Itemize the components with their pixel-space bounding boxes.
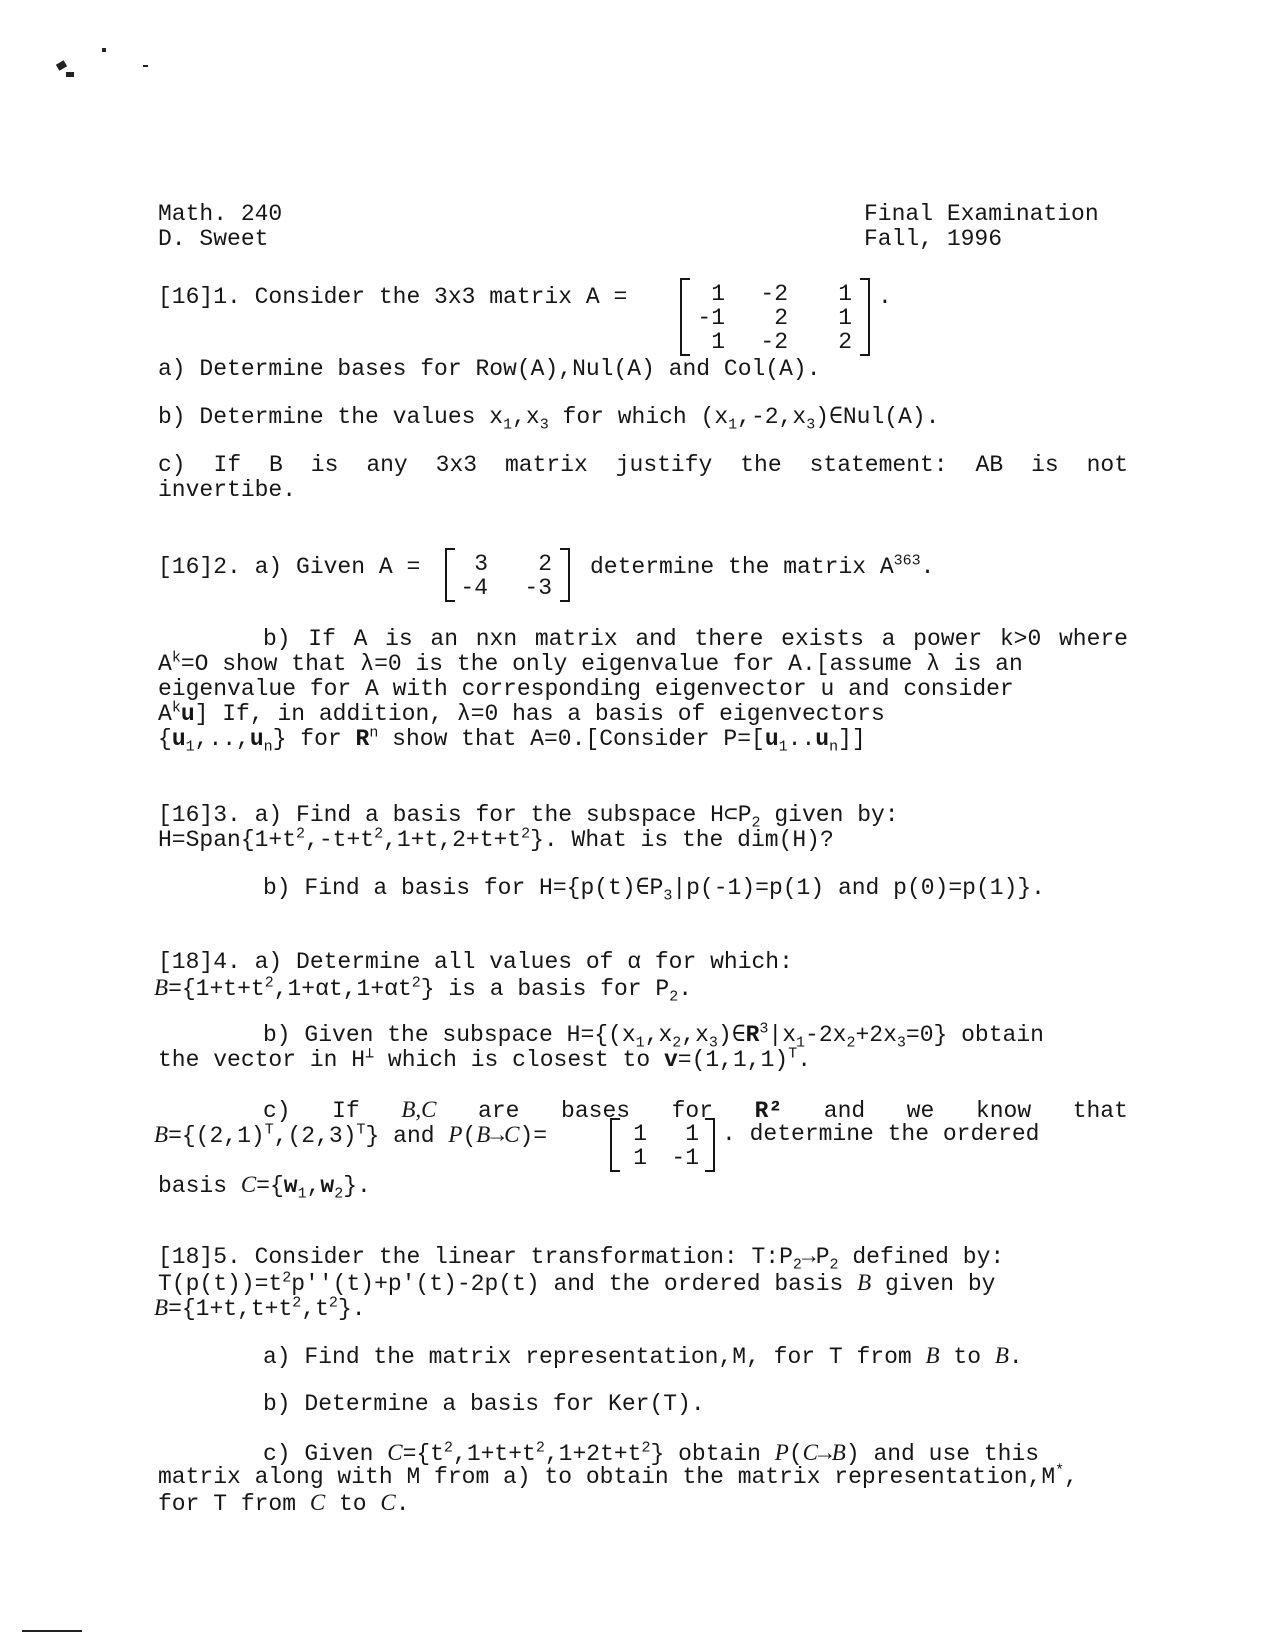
- q4a-line1: [18]4. a) Determine all values of α for which:: [158, 949, 793, 975]
- q3a-line1-tail: given by:: [774, 802, 899, 828]
- left-bracket: [610, 1118, 620, 1172]
- q3a-line1-text: [16]3. a) Find a basis for the subspace H⊂P: [158, 802, 752, 828]
- left-bracket: [445, 548, 455, 602]
- q3a-line2: $H=Span\{1+t^2,-t+t^2,1+t,2+t+t^2\}$. What is the dim(H)?: [158, 825, 834, 853]
- q5a: a) Find the matrix representation,M, for T from B to B.: [263, 1343, 1023, 1370]
- q5-line3: $B=\{1+t,t+t^2,t^2\}$.: [154, 1294, 366, 1322]
- matrix-cell: 2: [538, 551, 552, 577]
- q2-matrix: [445, 548, 570, 602]
- q5-line2-end: given by: [885, 1271, 996, 1297]
- q2b-line2-text: show that λ=0 is the only eigenvalue for A.[assume λ is an: [222, 651, 1023, 677]
- matrix-cell: -4: [460, 575, 488, 601]
- q5c-line1-tail: and use this: [873, 1441, 1040, 1467]
- q3b-text: b) Find a basis for H={p(t)∈P: [263, 875, 664, 901]
- scan-speck: [102, 48, 106, 52]
- word: R²: [754, 1098, 783, 1124]
- word: If: [332, 1098, 360, 1124]
- q4a-line2-tail: is a basis for P: [448, 976, 670, 1002]
- q3a-line2-text: H=Span{1+t: [158, 827, 297, 853]
- matrix-cell: -1: [671, 1145, 699, 1171]
- q5c-line1: c) Given $C=\{t^2,1+t+t^2,1+2t+t^2\}$ obtain P(C→B) and use this: [263, 1439, 1040, 1467]
- word: c): [263, 1098, 291, 1124]
- matrix-cell: 1: [633, 1145, 647, 1171]
- q4c-and: and: [393, 1123, 435, 1149]
- q4b-line1-text: b) Given the subspace H={(x: [263, 1022, 636, 1048]
- q5c-line2-text: matrix along with M from a) to obtain the matrix representation,M: [158, 1464, 1056, 1490]
- q1b: b) Determine the values $x_1,x_3$ for which $(x_1,-2,x_3)\in Nul(A)$.: [158, 404, 940, 434]
- q3a-line1: [16]3. a) Find a basis for the subspace $H\subset P_2$ given by:: [158, 802, 899, 832]
- q5a-text: a) Find the matrix representation,M, for T from: [263, 1344, 912, 1370]
- q5-line1: [18]5. Consider the linear transformation: $T:P_2\to P_2$ defined by:: [158, 1244, 1005, 1274]
- q1c-line2: invertibe.: [158, 477, 297, 503]
- matrix-cell: -3: [524, 575, 552, 601]
- q5c-line3-text: for T from: [158, 1491, 297, 1517]
- matrix-cell: 2: [838, 329, 852, 355]
- word: we: [906, 1098, 935, 1124]
- q1-intro: [16]1. Consider the 3x3 matrix A =: [158, 284, 628, 310]
- left-bracket: [680, 278, 690, 356]
- q5-line1-tail: defined by:: [852, 1244, 1005, 1270]
- q4b-line2-text: the vector in H: [158, 1047, 366, 1073]
- q1b-post: ∈Nul(A).: [829, 404, 940, 430]
- q3b-tail: |p(-1)=p(1) and p(0)=p(1)}.: [672, 875, 1045, 901]
- right-bracket: [860, 278, 870, 356]
- scan-speck: [66, 72, 74, 77]
- matrix-cell: -1: [697, 305, 725, 331]
- word: bases: [561, 1098, 631, 1124]
- q3b: b) Find a basis for $H=\{p(t)\in P_3|p(-1)=p(1)$ and p(0)=p(1)}.: [263, 875, 1045, 905]
- q4b-line2-tail: which is closest to: [387, 1047, 651, 1073]
- q5b: b) Determine a basis for Ker(T).: [263, 1391, 705, 1417]
- q2b-line5-text: show that A=0.[Consider P=[: [392, 726, 765, 752]
- q5c-line3: for T from C to C.: [158, 1490, 410, 1517]
- q5c-obtain: obtain: [678, 1441, 761, 1467]
- matrix-cell: 1: [838, 281, 852, 307]
- q4c-line2: $B=\{(2,1)^T,(2,3)^T\}$ and P(B→C)=: [154, 1121, 548, 1149]
- q2b-line4-text: ] If, in addition, λ=0 has a basis of eigenvectors: [194, 701, 885, 727]
- exam-title: Final Examination: [864, 201, 1099, 227]
- matrix-cell: 1: [633, 1121, 647, 1147]
- word: know: [975, 1098, 1032, 1124]
- matrix-cell: 1: [711, 329, 725, 355]
- q2a-tail: determine the matrix $A^{363}$.: [590, 552, 935, 580]
- q4b-line2: the vector in H⊥ which is closest to $v=(1,1,1)^T$.: [158, 1045, 812, 1073]
- matrix-cell: -2: [760, 281, 788, 307]
- matrix-cell: -2: [760, 329, 788, 355]
- q4b-line1-tail: =0} obtain: [905, 1022, 1044, 1048]
- q5c-line1-text: c) Given: [263, 1441, 374, 1467]
- instructor-label: D. Sweet: [158, 226, 269, 252]
- q4c-line2-tail: . determine the ordered: [722, 1121, 1040, 1147]
- q1c-line1: c) If B is any 3x3 matrix justify the statement: AB is not: [158, 452, 1128, 478]
- word: B,C: [401, 1097, 437, 1122]
- q2a-tail-text: determine the matrix A: [590, 554, 894, 580]
- q2b-line3: eigenvalue for A with corresponding eigenvector u and consider: [158, 676, 1014, 702]
- q2b-line4: $A^ku$] If, in addition, λ=0 has a basis of eigenvectors: [158, 699, 885, 727]
- matrix-cell: 2: [774, 305, 788, 331]
- scan-rule: [22, 1630, 82, 1632]
- q1-matrix: [680, 278, 870, 356]
- q1b-pre: b) Determine the values x: [158, 404, 504, 430]
- q2-intro: [16]2. a) Given A =: [158, 554, 421, 580]
- word: for: [671, 1098, 714, 1124]
- q4c-matrix: [610, 1118, 715, 1172]
- q1b-mid: for which (x: [562, 404, 729, 430]
- word: that: [1072, 1098, 1128, 1124]
- q4c-line3-text: basis: [158, 1173, 228, 1199]
- q2b-line5: $\{u_1,..,u_n\}$ for $R^n$ show that A=0.[Consider $P=[u_1..u_n]$]: [158, 724, 866, 756]
- scan-speck: [143, 65, 148, 67]
- q5-line1-text: [18]5. Consider the linear transformation: T:P: [158, 1244, 793, 1270]
- q5-line2-text: T(p(t))=t: [158, 1271, 283, 1297]
- period: .: [878, 284, 892, 310]
- exam-term: Fall, 1996: [864, 226, 1003, 252]
- word: and: [823, 1098, 866, 1124]
- q4a-line2: $B=\{1+t+t^2,1+\alpha t,1+\alpha t^2\}$ is a basis for $P_2$.: [154, 974, 693, 1006]
- matrix-cell: 1: [711, 281, 725, 307]
- q5c-line2: matrix along with M from a) to obtain the matrix representation,M*,: [158, 1462, 1078, 1490]
- q2a-power: 363: [893, 552, 921, 570]
- q2b-line1: b) If A is an nxn matrix and there exists a power k>0 where: [263, 626, 1128, 652]
- q5-line2-tail: p''(t)+p'(t)-2p(t) and the ordered basis: [291, 1271, 844, 1297]
- right-bracket: [705, 1118, 715, 1172]
- matrix-cell: 1: [838, 305, 852, 331]
- matrix-cell: 1: [685, 1121, 699, 1147]
- scan-speck: [56, 60, 67, 71]
- course-label: Math. 240: [158, 201, 283, 227]
- q1a: a) Determine bases for Row(A),Nul(A) and Col(A).: [158, 356, 821, 382]
- right-bracket: [560, 548, 570, 602]
- q4b-line1: b) Given the subspace $H=\{(x_1,x_2,x_3)\in R^3|x_1-2x_2+2x_3=0\}$ obtain: [263, 1020, 1044, 1052]
- matrix-cell: 3: [474, 551, 488, 577]
- word: are: [478, 1098, 520, 1124]
- q2b-line2: $A^k=O$ show that λ=0 is the only eigenvalue for A.[assume λ is an: [158, 649, 1023, 677]
- q3a-line2-tail: }. What is the dim(H)?: [530, 827, 834, 853]
- q4c-line3: basis $C=\{w_1,w_2\}$.: [158, 1172, 371, 1203]
- q5-line2: $T(p(t))=t^2p''(t)+p'(t)-2p(t)$ and the ordered basis B given by: [158, 1269, 996, 1297]
